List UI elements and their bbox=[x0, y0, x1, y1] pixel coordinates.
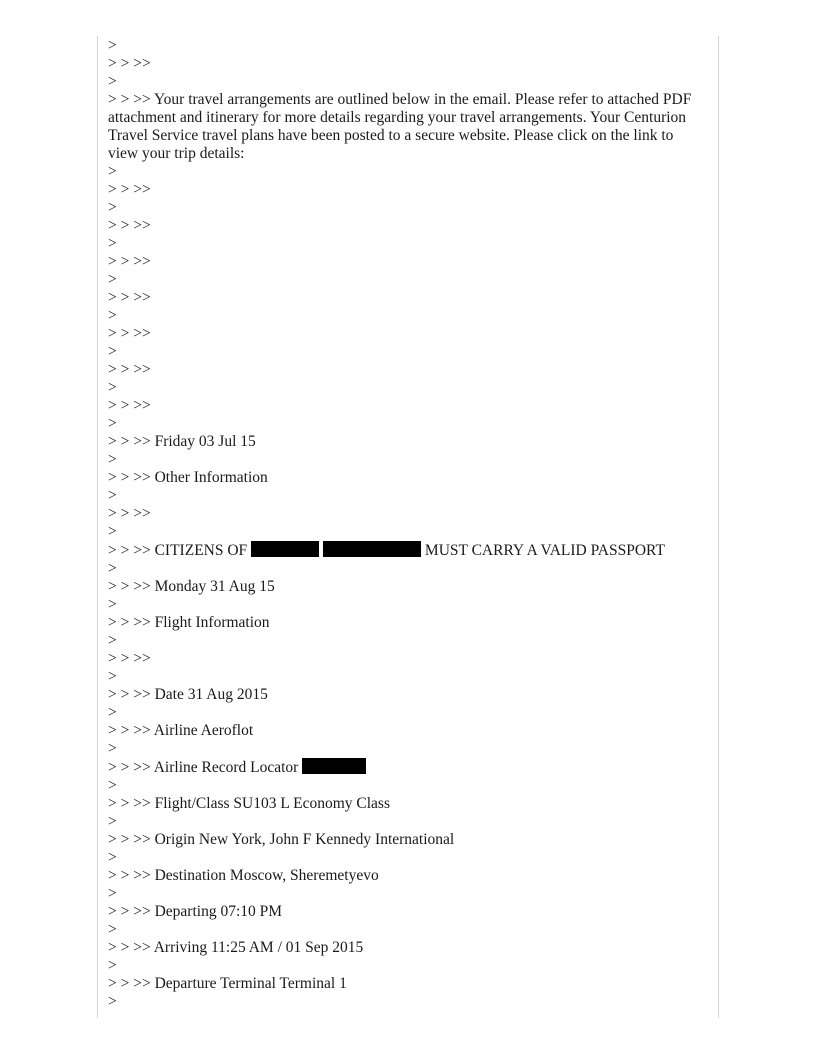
flight-departure-terminal: > > >> Departure Terminal Terminal 1 bbox=[108, 975, 347, 992]
quote-line: > bbox=[108, 885, 117, 902]
flight-airline: > > >> Airline Aeroflot bbox=[108, 722, 254, 739]
email-body bbox=[108, 37, 700, 1011]
quote-line: > > >> bbox=[108, 650, 151, 667]
quote-line: > bbox=[108, 596, 117, 613]
flight-class: > > >> Flight/Class SU103 L Economy Class bbox=[108, 795, 390, 812]
quote-line: > bbox=[108, 73, 117, 90]
section-heading-flight-info: > > >> Flight Information bbox=[108, 614, 270, 631]
flight-date: > > >> Date 31 Aug 2015 bbox=[108, 686, 268, 703]
quote-line: > bbox=[108, 487, 117, 504]
quote-line: > bbox=[108, 37, 117, 54]
date-heading: > > >> Monday 31 Aug 15 bbox=[108, 578, 275, 595]
quote-line: > bbox=[108, 560, 117, 577]
quote-line: > bbox=[108, 957, 117, 974]
record-locator-label: > > >> Airline Record Locator bbox=[108, 759, 303, 776]
quote-line: > bbox=[108, 993, 117, 1010]
quote-line: > > >> bbox=[108, 361, 151, 378]
quote-line: > bbox=[108, 921, 117, 938]
quote-line: > bbox=[108, 668, 117, 685]
section-heading-other-info: > > >> Other Information bbox=[108, 469, 268, 486]
quote-line: > > >> bbox=[108, 253, 151, 270]
flight-departing: > > >> Departing 07:10 PM bbox=[108, 903, 283, 920]
quote-line: > > >> bbox=[108, 505, 151, 522]
quote-line: > bbox=[108, 451, 117, 468]
quote-line: > bbox=[108, 415, 117, 432]
redaction-box bbox=[302, 758, 366, 774]
passport-notice-prefix: > > >> CITIZENS OF bbox=[108, 542, 252, 559]
passport-notice-suffix: MUST CARRY A VALID PASSPORT bbox=[421, 542, 665, 559]
quote-line: > > >> bbox=[108, 55, 151, 72]
quote-line: > bbox=[108, 271, 117, 288]
quote-line: > > >> bbox=[108, 217, 151, 234]
quote-line: > > >> bbox=[108, 289, 151, 306]
quote-line: > bbox=[108, 704, 117, 721]
quote-line: > bbox=[108, 849, 117, 866]
quote-line: > > >> bbox=[108, 397, 151, 414]
quote-line: > bbox=[108, 740, 117, 757]
quote-line: > bbox=[108, 632, 117, 649]
flight-arriving: > > >> Arriving 11:25 AM / 01 Sep 2015 bbox=[108, 939, 364, 956]
quote-line: > > >> bbox=[108, 181, 151, 198]
redaction-box bbox=[251, 541, 319, 557]
quote-line: > bbox=[108, 235, 117, 252]
quote-line: > bbox=[108, 523, 117, 540]
flight-origin: > > >> Origin New York, John F Kennedy International bbox=[108, 831, 455, 848]
quote-line: > > >> bbox=[108, 325, 151, 342]
quote-line: > bbox=[108, 307, 117, 324]
quote-line: > bbox=[108, 343, 117, 360]
redaction-box bbox=[323, 541, 421, 557]
record-locator bbox=[108, 758, 700, 777]
quote-line: > bbox=[108, 813, 117, 830]
date-heading: > > >> Friday 03 Jul 15 bbox=[108, 433, 256, 450]
passport-notice bbox=[108, 541, 700, 560]
flight-destination: > > >> Destination Moscow, Sheremetyevo bbox=[108, 867, 379, 884]
intro-paragraph: > > >> Your travel arrangements are outlined below in the email. Please refer to attached PDF attachment and itinerary for more details regarding your travel arrangements. Your Centurion Travel Service travel plans have been posted to a secure website. Please click on the link to view your trip details: bbox=[108, 91, 696, 162]
quote-line: > bbox=[108, 379, 117, 396]
quote-line: > bbox=[108, 199, 117, 216]
quote-line: > bbox=[108, 163, 117, 180]
quote-line: > bbox=[108, 777, 117, 794]
